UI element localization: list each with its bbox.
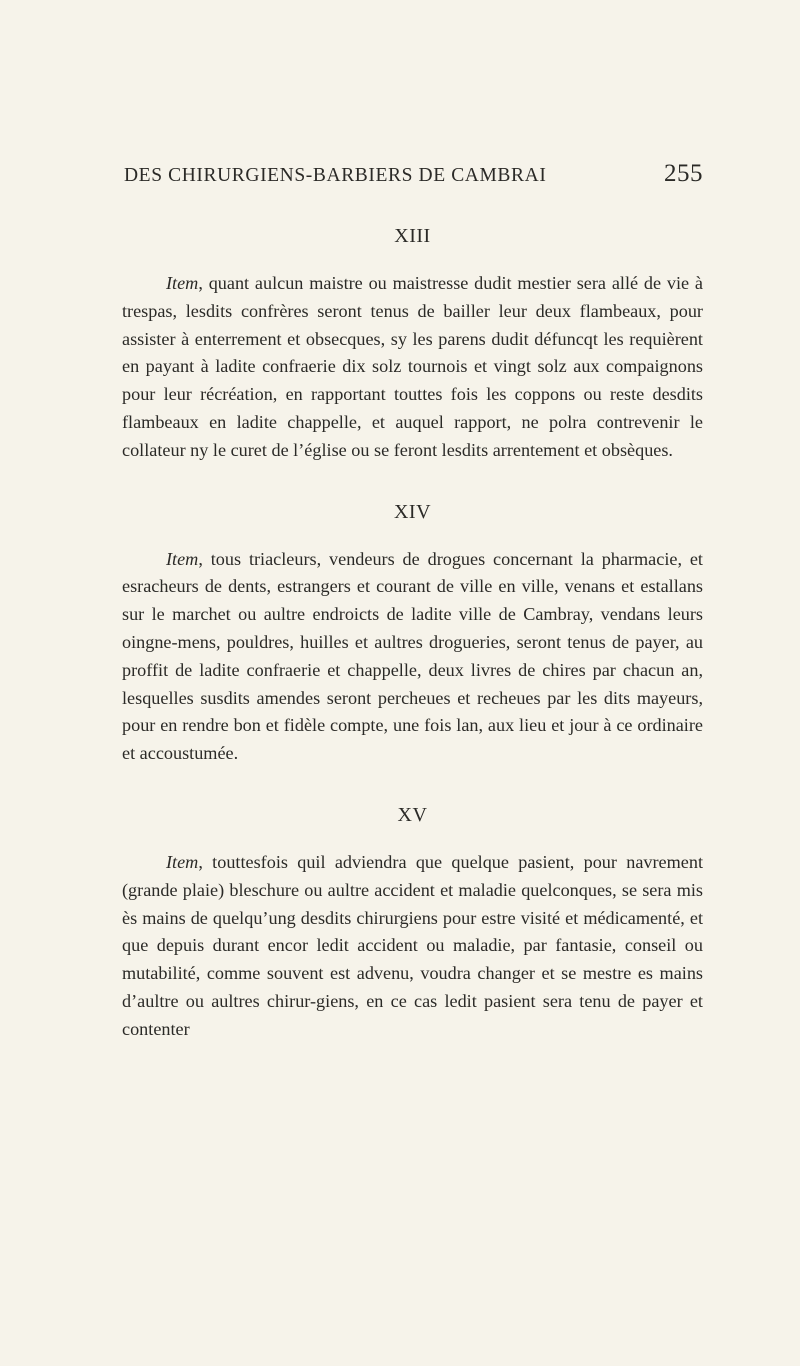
- item-lead: Item: [166, 851, 199, 872]
- paragraph-text: , quant aulcun maistre ou maistresse dudit mestier sera allé de vie à trespas, lesdits confrères seront tenus de bailler leur deux flambeaux, pour assister à enterrement et obsecques, sy les parens dudit défuncqt les requièrent en payant à ladite confraerie dix solz tournois et vingt solz aux compaignons pour leur récréation, en rapportant touttes fois les coppons ou reste desdits flambeaux en ladite chappelle, et auquel rapport, ne polra contrevenir le collateur ny le curet de l’église ou se feront lesdits arrentement et obsèques.: [122, 273, 703, 460]
- article-xiii: [122, 222, 703, 465]
- paragraph-text: , tous triacleurs, vendeurs de drogues concernant la pharmacie, et esracheurs de dents, estrangers et courant de ville en ville, venans et estallans sur le marchet ou aultre endroicts de ladite ville de Cambray, vendans leurs oingne-mens, pouldres, huilles et aultres drogueries, seront tenus de payer, au proffit de ladite confraerie et chappelle, deux livres de chires par chacun an, lesquelles susdits amendes seront percheues et recheues par les dits mayeurs, pour en rendre bon et fidèle compte, une fois lan, aux lieu et jour à ce ordinaire et accoustumée.: [122, 548, 703, 764]
- article-paragraph: [122, 270, 703, 465]
- paragraph-text: , touttesfois quil adviendra que quelque pasient, pour navrement (grande plaie) bleschure ou aultre accident et maladie quelconques, se sera mis ès mains de quelqu’ung desdits chirurgiens pour estre visité et médicamenté, et que depuis durant encor ledit accident ou maladie, par fantasie, conseil ou mutabilité, comme souvent est advenu, voudra changer et se mestre es mains d’aultre ou aultres chirur-giens, en ce cas ledit pasient sera tenu de payer et contenter: [122, 851, 703, 1039]
- article-xv: [122, 801, 703, 1044]
- article-xiv: [122, 498, 703, 768]
- section-number: XIII: [394, 225, 431, 247]
- page-number: 255: [664, 160, 703, 187]
- section-number: XV: [397, 803, 428, 826]
- running-head-title: DES CHIRURGIENS-BARBIERS DE CAMBRAI: [124, 165, 547, 186]
- item-lead: Item: [166, 273, 199, 293]
- page-body: [122, 222, 703, 1044]
- section-number: XIV: [393, 500, 432, 523]
- article-paragraph: [122, 546, 703, 768]
- running-head: [124, 160, 703, 188]
- item-lead: Item: [166, 548, 199, 569]
- article-paragraph: [122, 849, 703, 1044]
